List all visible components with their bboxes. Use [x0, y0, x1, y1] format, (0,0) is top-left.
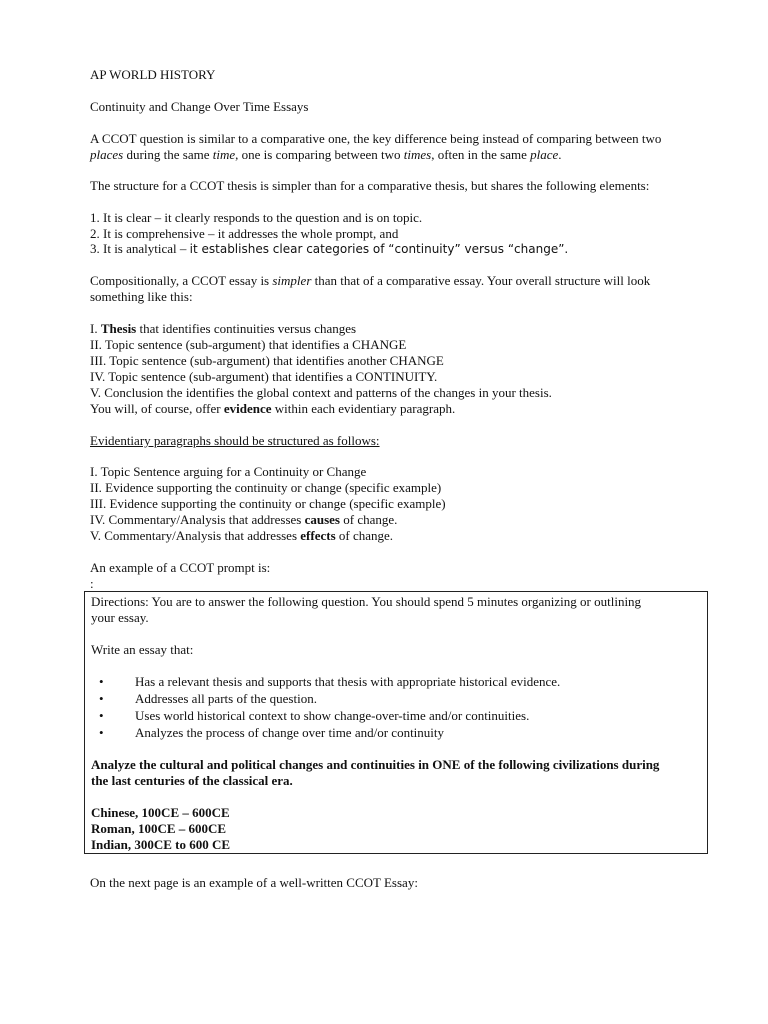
evid-text: of change. — [339, 512, 398, 527]
evid-2: II. Evidence supporting the continuity or change (specific example) — [90, 480, 442, 495]
element-3-text: it establishes clear categories of “continuity” versus “change”. — [189, 242, 569, 256]
question-line-1: Analyze the cultural and political changes and continuities in ONE of the following civilizations during — [91, 757, 660, 772]
evid-1: I. Topic Sentence arguing for a Continuity or Change — [90, 464, 367, 479]
evid-text: V. Commentary/Analysis that addresses — [90, 528, 301, 543]
outline-2: II. Topic sentence (sub-argument) that identifies a CHANGE — [90, 337, 407, 352]
bullet-icon: • — [99, 708, 104, 723]
closing-line: On the next page is an example of a well-written CCOT Essay: — [90, 875, 418, 890]
intro-text: . — [558, 147, 562, 162]
bullet-icon: • — [99, 674, 104, 689]
civilization-indian: Indian, 300CE to 600 CE — [91, 837, 231, 852]
bullet-2: Addresses all parts of the question. — [135, 691, 317, 706]
outline-6 — [90, 401, 455, 417]
evid-3: III. Evidence supporting the continuity or change (specific example) — [90, 496, 446, 511]
comp-text: Compositionally, a CCOT essay is — [90, 273, 273, 288]
evid-effects: effects — [300, 528, 336, 543]
bullet-3: Uses world historical context to show change-over-time and/or continuities. — [135, 708, 530, 723]
intro-text: , one is comparing between two — [235, 147, 404, 162]
outline-text: within each evidentiary paragraph. — [271, 401, 456, 416]
evid-5 — [90, 528, 393, 544]
prompt-box — [84, 591, 708, 854]
write-intro: Write an essay that: — [91, 642, 194, 657]
outline-4: IV. Topic sentence (sub-argument) that identifies a CONTINUITY. — [90, 369, 438, 384]
intro-time: time — [212, 147, 236, 162]
evid-causes: causes — [304, 512, 340, 527]
heading: AP WORLD HISTORY — [90, 67, 216, 82]
intro-line-1: A CCOT question is similar to a comparative one, the key difference being instead of comparing between two — [90, 131, 662, 146]
bullet-icon: • — [99, 725, 104, 740]
evid-text: of change. — [335, 528, 394, 543]
intro-line-2 — [90, 147, 562, 163]
civilization-roman: Roman, 100CE – 600CE — [91, 821, 227, 836]
outline-1 — [90, 321, 356, 337]
civilization-chinese: Chinese, 100CE – 600CE — [91, 805, 230, 820]
evidentiary-heading: Evidentiary paragraphs should be structured as follows: — [90, 433, 380, 448]
bullet-1: Has a relevant thesis and supports that thesis with appropriate historical evidence. — [135, 674, 561, 689]
comp-line-2: something like this: — [90, 289, 193, 304]
element-1: 1. It is clear – it clearly responds to the question and is on topic. — [90, 210, 423, 225]
question-line-2: the last centuries of the classical era. — [91, 773, 293, 788]
subtitle: Continuity and Change Over Time Essays — [90, 99, 309, 114]
evid-text: IV. Commentary/Analysis that addresses — [90, 512, 305, 527]
bullet-icon: • — [99, 691, 104, 706]
element-3-label: 3. It is analytical – — [90, 241, 190, 256]
intro-text: , often in the same — [431, 147, 531, 162]
intro-place: place — [530, 147, 559, 162]
element-3 — [90, 241, 568, 257]
evid-4 — [90, 512, 397, 528]
structure-intro: The structure for a CCOT thesis is simpler than for a comparative thesis, but shares the following elements: — [90, 178, 650, 193]
example-intro: An example of a CCOT prompt is: — [90, 560, 271, 575]
comp-simpler: simpler — [272, 273, 312, 288]
outline-text: You will, of course, offer — [90, 401, 224, 416]
outline-num: I. — [90, 321, 101, 336]
outline-3: III. Topic sentence (sub-argument) that identifies another CHANGE — [90, 353, 444, 368]
intro-places: places — [90, 147, 124, 162]
intro-times: times — [403, 147, 432, 162]
colon: : — [90, 576, 94, 591]
bullet-4: Analyzes the process of change over time and/or continuity — [135, 725, 445, 740]
comp-line-1 — [90, 273, 650, 289]
outline-evidence: evidence — [223, 401, 272, 416]
element-2: 2. It is comprehensive – it addresses the whole prompt, and — [90, 226, 399, 241]
directions-line-2: your essay. — [91, 610, 149, 625]
outline-thesis: Thesis — [100, 321, 137, 336]
comp-text: than that of a comparative essay. Your overall structure will look — [311, 273, 651, 288]
outline-text: that identifies continuities versus changes — [136, 321, 357, 336]
directions-line-1: Directions: You are to answer the following question. You should spend 5 minutes organizing or outlining — [91, 594, 642, 609]
outline-5: V. Conclusion the identifies the global context and patterns of the changes in your thesis. — [90, 385, 552, 400]
intro-text: during the same — [123, 147, 213, 162]
